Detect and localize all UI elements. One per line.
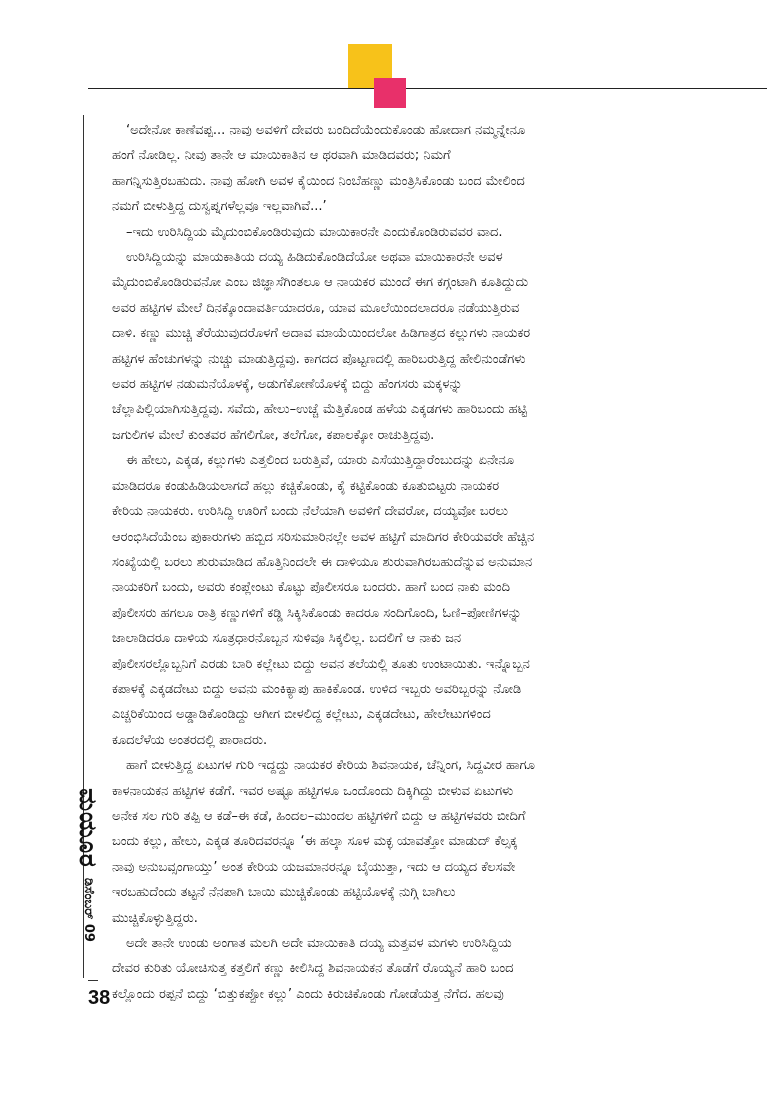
- text-line: ನಮಗೆ ಬೀಳುತ್ತಿದ್ದ ದುಸ್ವಪ್ನಗಳೆಲ್ಲವೂ ಇಲ್ಲವಾಗಿವೆ...’: [112, 199, 327, 215]
- text-line: ಕಲ್ಲೊಂದು ರಪ್ಪನೆ ಬಿದ್ದು ‘ಬಿತ್ತುಕಪ್ಪೋ ಕಲ್ಲು’ ಎಂದು ಕಿರುಚಿಕೊಂಡು ಗೋಡೆಯತ್ತ ನೆಗೆದ. ಹಲವು: [112, 986, 504, 1002]
- text-line: ‘ಅದೇನೋ ಕಾಣೆವಪ್ಪ... ನಾವು ಅವಳಿಗೆ ದೇವರು ಬಂದಿದೆಯೆಂದುಕೊಂಡು ಹೋದಾಗ ನಮ್ಮನ್ನೇನೂ: [126, 123, 526, 138]
- text-line: ಮಾಡಿದರೂ ಕಂಡುಹಿಡಿಯಲಾಗದೆ ಹಲ್ಲು ಕಚ್ಚಿಕೊಂಡು, ಕೈ ಕಟ್ಟಿಕೊಂಡು ಕೂತುಬಿಟ್ಟರು ನಾಯಕರ: [112, 478, 500, 494]
- paragraph: [112, 220, 658, 245]
- article-body: [112, 118, 658, 1007]
- text-line: ಅವರ ಹಟ್ಟಿಗಳ ಮೇಲೆ ದಿನಕ್ಕೊಂದಾವರ್ತಿಯಾದರೂ, ಯಾವ ಮೂಲೆಯಿಂದಲಾದರೂ ನಡೆಯುತ್ತಿರುವ: [112, 300, 520, 316]
- text-line: ಪೊಲೀಸರು ಹಗಲೂ ರಾತ್ರಿ ಕಣ್ಣುಗಳಿಗೆ ಕಡ್ಡಿ ಸಿಕ್ಕಿಸಿಕೊಂಡು ಕಾದರೂ ಸಂದಿಗೊಂದಿ, ಓಣಿ–ಪೋಣಿಗಳನ್ನು: [112, 605, 522, 621]
- text-line: ಅದೇ ತಾನೇ ಉಂಡು ಅಂಗಾತ ಮಲಗಿ ಅದೇ ಮಾಯಿಕಾತಿ ದಯ್ಯ ಮತ್ತವಳ ಮಗಳು ಉರಿಸಿದ್ದಿಯ: [126, 936, 512, 951]
- text-line: ಅವರ ಹಟ್ಟಿಗಳ ನಡುಮನೆಯೊಳಕ್ಕೆ, ಅಡುಗೆಕೋಣೆಯೊಳಕ್ಕೆ ಬಿದ್ದು ಹೆಂಗಸರು ಮಕ್ಕಳನ್ನು: [112, 377, 463, 393]
- text-line: ಈ ಹೇಲು, ಎಕ್ಕಡ, ಕಲ್ಲುಗಳು ಎತ್ತಲಿಂದ ಬರುತ್ತಿವೆ, ಯಾರು ಎಸೆಯುತ್ತಿದ್ದಾರೆಂಬುದನ್ನು ಏನೇನೂ: [126, 453, 515, 469]
- text-line: ಪೊಲೀಸರಲ್ಲೊಬ್ಬನಿಗೆ ಎರಡು ಬಾರಿ ಕಲ್ಲೇಟು ಬಿದ್ದು ಅವನ ತಲೆಯಲ್ಲಿ ತೂತು ಉಂಟಾಯಿತು. ಇನ್ನೊಬ್ಬನ: [112, 656, 530, 672]
- accent-square-pink: [374, 78, 406, 108]
- text-line: ಚೆಲ್ಲಾಪಿಲ್ಲಿಯಾಗಿಸುತ್ತಿದ್ದವು. ಸವೆದು, ಹೇಲು–ಉಚ್ಚೆ ಮೆತ್ತಿಕೊಂಡ ಹಳೆಯ ಎಕ್ಕಡಗಳು ಹಾರಿಬಂದು ಹಟ್ಟಿ: [112, 402, 528, 418]
- paragraph: [112, 931, 658, 1007]
- page-number: 38: [88, 987, 111, 1009]
- text-line: ಬಂದು ಕಲ್ಲು, ಹೇಲು, ಎಕ್ಕಡ ತೂರಿದವರನ್ನೂ ‘ಈ ಹಲ್ಕಾ ಸೂಳ ಮಕ್ಳ ಯಾವತ್ತೋ ಮಾಡುದ್ ಕೆಲ್ಸಕ್ಕ: [112, 834, 518, 850]
- text-line: ಹಾಗನ್ನಿಸುತ್ತಿರಬಹುದು. ನಾವು ಹೋಗಿ ಅವಳ ಕೈಯಿಂದ ನಿಂಬೆಹಣ್ಣು ಮಂತ್ರಿಸಿಕೊಂಡು ಬಂದ ಮೇಲಿಂದ: [112, 173, 525, 189]
- text-line: ಕಾಳನಾಯಕನ ಹಟ್ಟಿಗಳ ಕಡೆಗೆ. ಇವರ ಅಷ್ಟೂ ಹಟ್ಟಿಗಳೂ ಒಂದೊಂದು ದಿಕ್ಕಿಗಿದ್ದು ಬೀಳುವ ಏಟುಗಳು: [112, 783, 514, 799]
- paragraph: [112, 448, 658, 753]
- paragraph: [112, 118, 658, 220]
- text-line: ಅನೇಕ ಸಲ ಗುರಿ ತಪ್ಪಿ ಆ ಕಡೆ–ಈ ಕಡೆ, ಹಿಂದಲ–ಮುಂದಲ ಹಟ್ಟಿಗಳಿಗೆ ಬಿದ್ದು ಆ ಹಟ್ಟಿಗಳವರು ಬೀದಿಗೆ: [112, 808, 526, 824]
- text-line: ಹಾಗೆ ಬೀಳುತ್ತಿದ್ದ ಏಟುಗಳ ಗುರಿ ಇದ್ದದ್ದು ನಾಯಕರ ಕೇರಿಯ ಶಿವನಾಯಕ, ಚೆನ್ನಿಂಗ, ಸಿದ್ದವೀರ ಹಾಗೂ: [126, 758, 535, 774]
- text-line: ಹಂಗೆ ನೋಡಿಲ್ಲ. ನೀವು ತಾನೇ ಆ ಮಾಯಿಕಾತಿನ ಆ ಥರವಾಗಿ ಮಾಡಿದವರು; ನಿಮಗೆ: [112, 148, 451, 164]
- text-line: ನಾಯಕರಿಗೆ ಬಂದು, ಅವರು ಕಂಪ್ಲೇಂಟು ಕೊಟ್ಟು ಪೊಲೀಸರೂ ಬಂದರು. ಹಾಗೆ ಬಂದ ನಾಕು ಮಂದಿ: [112, 580, 510, 596]
- text-line: ಎಚ್ಚರಿಕೆಯಿಂದ ಅಡ್ಡಾಡಿಕೊಂಡಿದ್ದು ಆಗೀಗ ಬೀಳಲಿದ್ದ ಕಲ್ಲೇಟು, ಎಕ್ಕಡದೇಟು, ಹೇಲೇಟುಗಳಿಂದ: [112, 707, 491, 723]
- text-line: ಕೂದಲೆಳೆಯ ಅಂತರದಲ್ಲಿ ಪಾರಾದರು.: [112, 732, 268, 748]
- footer-rule: [88, 980, 98, 981]
- text-line: –ಇದು ಉರಿಸಿದ್ದಿಯ ಮೈದುಂಬಿಕೊಂಡಿರುವುದು ಮಾಯಿಕಾರನೇ ಎಂದುಕೊಂಡಿರುವವರ ವಾದ.: [126, 224, 503, 240]
- header-rule: [88, 88, 767, 89]
- text-line: ಉರಿಸಿದ್ದಿಯನ್ನು ಮಾಯಕಾತಿಯ ದಯ್ಯ ಹಿಡಿದುಕೊಂಡಿದೆಯೋ ಅಥವಾ ಮಾಯಿಕಾರನೇ ಅವಳ: [126, 250, 503, 266]
- text-line: ಆರಂಭಿಸಿದೆಯೆಂಬ ಪುಕಾರುಗಳು ಹಬ್ಬಿದ ಸರಿಸುಮಾರಿನಲ್ಲೇ ಅವಳ ಹಟ್ಟಿಗೆ ಮಾದಿಗರ ಕೇರಿಯವರೇ ಹೆಚ್ಚಿನ: [112, 529, 535, 545]
- text-line: ಸಂಖ್ಯೆಯಲ್ಲಿ ಬರಲು ಶುರುಮಾಡಿದ ಹೊತ್ತಿನಿಂದಲೇ ಈ ದಾಳಿಯೂ ಶುರುವಾಗಿರಬಹುದೆನ್ನುವ ಅನುಮಾನ: [112, 554, 533, 570]
- paragraph: [112, 245, 658, 448]
- magazine-title: ಮಯೂರ: [74, 788, 102, 868]
- text-line: ಜಗುಲಿಗಳ ಮೇಲೆ ಕುಂತವರ ಹೆಗಲಿಗೋ, ತಲೆಗೋ, ಕಪಾಲಕ್ಕೋ ರಾಚುತ್ತಿದ್ದವು.: [112, 427, 435, 443]
- text-line: ದಾಳಿ. ಕಣ್ಣು ಮುಚ್ಚಿ ತೆರೆಯುವುದರೊಳಗೆ ಅದಾವ ಮಾಯೆಯಿಂದಲೋ ಹಿಡಿಗಾತ್ರದ ಕಲ್ಲುಗಳು ನಾಯಕರ: [112, 326, 531, 342]
- text-line: ಮುಚ್ಚಿಕೊಳ್ಳುತ್ತಿದ್ದರು.: [112, 910, 198, 926]
- text-line: ಹಟ್ಟಿಗಳ ಹೆಂಚುಗಳನ್ನು ನುಚ್ಚು ಮಾಡುತ್ತಿದ್ದವು. ಕಾಗದದ ಪೊಟ್ಟಣದಲ್ಲಿ ಹಾರಿಬರುತ್ತಿದ್ದ ಹೇಲಿನುಂಡೆಗಳು: [112, 351, 526, 367]
- text-line: ನಾವು ಅನುಬವ್ಸಂಗಾಯ್ತು’ ಅಂತ ಕೇರಿಯ ಯಜಮಾನರನ್ನೂ ಬೈಯುತ್ತಾ, ಇದು ಆ ದಯ್ಯದ ಕೆಲಸವೇ: [112, 859, 516, 875]
- issue-date: ಡಿಸೆಂಬರ್ 09: [81, 878, 96, 942]
- paragraph: [112, 753, 658, 931]
- text-line: ದೇವರ ಕುರಿತು ಯೋಚಿಸುತ್ತ ಕತ್ತಲಿಗೆ ಕಣ್ಣು ಕೀಲಿಸಿದ್ದ ಶಿವನಾಯಕನ ತೊಡೆಗೆ ರೊಯ್ಯನೆ ಹಾರಿ ಬಂದ: [112, 961, 514, 977]
- text-line: ಕಪಾಳಕ್ಕೆ ಎಕ್ಕಡದೇಟು ಬಿದ್ದು ಅವನು ಮಂಕಿಕ್ಯಾಪು ಹಾಕಿಕೊಂಡ. ಉಳಿದ ಇಬ್ಬರು ಅವರಿಬ್ಬರನ್ನು ನೋಡಿ: [112, 681, 522, 697]
- text-line: ಜಾಲಾಡಿದರೂ ದಾಳಿಯ ಸೂತ್ರಧಾರನೊಬ್ಬನ ಸುಳಿವೂ ಸಿಕ್ಕಲಿಲ್ಲ. ಬದಲಿಗೆ ಆ ನಾಕು ಜನ: [112, 631, 462, 647]
- text-line: ಮೈದುಂಬಿಕೊಂಡಿರುವನೋ ಎಂಬ ಜಿಜ್ಞಾಸೆಗಿಂತಲೂ ಆ ನಾಯಕರ ಮುಂದೆ ಈಗ ಕಗ್ಗಂಟಾಗಿ ಕೂತಿದ್ದುದು: [112, 275, 529, 291]
- text-line: ಕೇರಿಯ ನಾಯಕರು. ಉರಿಸಿದ್ದಿ ಊರಿಗೆ ಬಂದು ನೆಲೆಯಾಗಿ ಅವಳಿಗೆ ದೇವರೋ, ದಯ್ಯವೋ ಬರಲು: [112, 504, 509, 520]
- text-line: ಇರಬಹುದೆಂದು ತಟ್ಟನೆ ನೆನಪಾಗಿ ಬಾಯಿ ಮುಚ್ಚಿಕೊಂಡು ಹಟ್ಟಿಯೊಳಕ್ಕೆ ನುಗ್ಗಿ ಬಾಗಿಲು: [112, 885, 456, 901]
